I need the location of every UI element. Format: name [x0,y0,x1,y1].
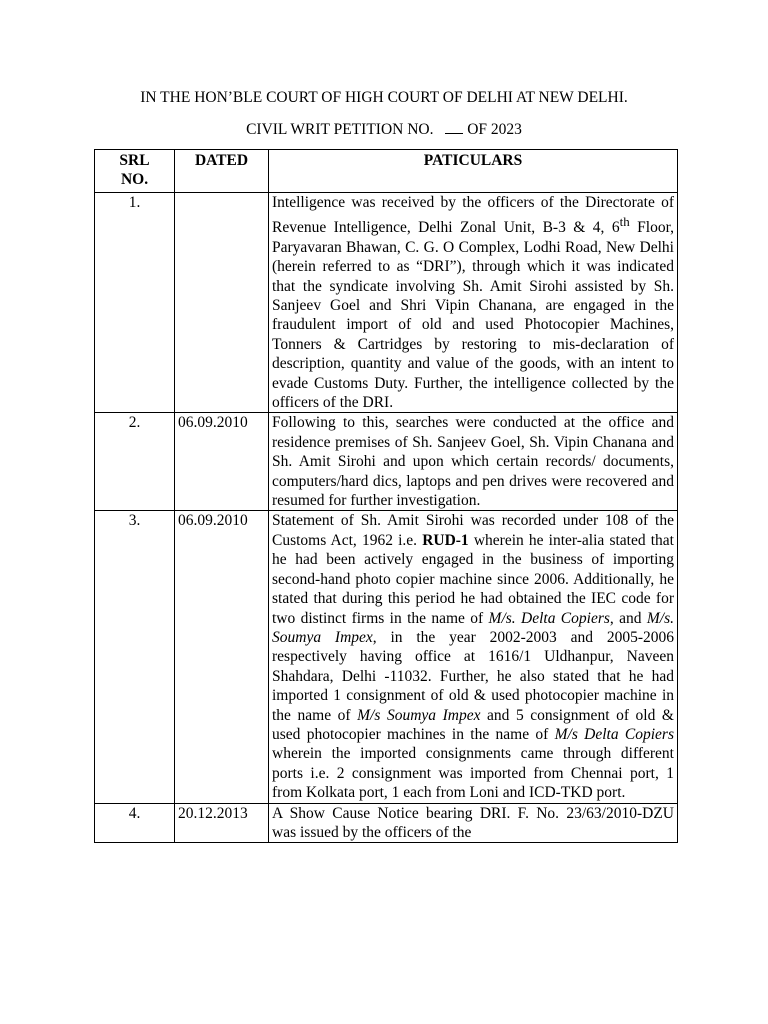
particulars-text: Floor, Paryavaran Bhawan, C. G. O Complex, Lodhi Road, New Delhi (herein referred to as “DRI”), through which it was indicated that the syndicate involving Sh. Amit Sirohi assisted by Sh. Sanjeev Goel and Shri Vipin Chanana, are engaged in the fraudulent import of old and used Photocopier Machines, Tonners & Cartridges by restoring to mis-declaration of description, quantity and value of the goods, with an intent to evade Customs Duty. Further, the intelligence collected by the officers of the DRI. [272,219,675,412]
table-header-row [95,150,678,193]
particulars-text: Statement of Sh. Amit Sirohi was recorded under 108 of the Customs Act, 1962 i.e. [272,512,674,549]
header-particulars: PATICULARS [269,150,678,193]
petition-suffix: OF 2023 [467,121,522,138]
firm-name: M/s. Soumya Impex [272,609,674,646]
particulars-table [94,149,678,843]
petition-number-line [0,120,768,140]
firm-name: M/s Soumya Impex [357,706,481,724]
row-srl: 3. [95,511,175,803]
table-row [95,192,678,413]
particulars-text: A Show Cause Notice bearing DRI. F. No. 23/63/2010-DZU was issued by the officers of the [272,804,674,841]
particulars-text: , in the year 2002-2003 and 2005-2006 respectively having office at 1616/1 Uldhanpur, Naveen Shahdara, Delhi -11032. Further, he also stated that he had imported 1 consignment of old & used photocopier machine in the name of [272,628,674,724]
row-particulars [269,803,678,842]
table-row [95,413,678,511]
header-srl-line1: SRL [119,152,150,169]
table-row [95,803,678,842]
particulars-text: wherein the imported consignments came through different ports i.e. 2 consignment was imported from Chennai port, 1 from Kolkata port, 1 each from Loni and ICD-TKD port. [272,745,674,802]
row-particulars: Following to this, searches were conducted at the office and residence premises of Sh. Sanjeev Goel, Sh. Vipin Chanana and Sh. Amit Sirohi and upon which certain records/ documents, computers/hard dics, laptops and pen drives were recovered and resumed for further investigation. [269,413,678,511]
firm-name: M/s. Delta Copiers [488,609,610,627]
petition-number-blank [445,120,463,134]
row-dated: 06.09.2010 [175,511,269,803]
firm-name: M/s Delta Copiers [554,725,674,743]
header-srl-line2: NO. [120,171,149,189]
header-dated: DATED [175,150,269,193]
table-row [95,511,678,803]
row-srl: 4. [95,803,175,842]
row-dated: 06.09.2010 [175,413,269,511]
particulars-text: and 5 consignment of old & used photocopier machines in the name of [272,706,674,743]
court-title: IN THE HON’BLE COURT OF HIGH COURT OF DELHI AT NEW DELHI. [140,89,628,106]
row-dated [175,192,269,413]
particulars-text: Intelligence was received by the officers of the Directorate of Revenue Intelligence, Delhi Zonal Unit, B-3 & 4, 6 [272,193,674,237]
row-srl: 2. [95,413,175,511]
header-srl-no [95,150,175,193]
row-srl: 1. [95,192,175,413]
petition-prefix: CIVIL WRIT PETITION NO. [246,121,434,138]
particulars-text: wherein he inter-alia stated that he had been actively engaged in the business of importing second-hand photo copier machine since 2006. Additionally, he stated that during this period he had obtained the IEC code for two distinct firms in the name of [272,531,674,627]
row-dated: 20.12.2013 [175,803,269,842]
row-particulars [269,192,678,413]
superscript-th: th [619,214,630,230]
row-particulars [269,511,678,803]
rud-reference: RUD-1 [422,531,469,549]
particulars-text: , and [609,609,647,627]
